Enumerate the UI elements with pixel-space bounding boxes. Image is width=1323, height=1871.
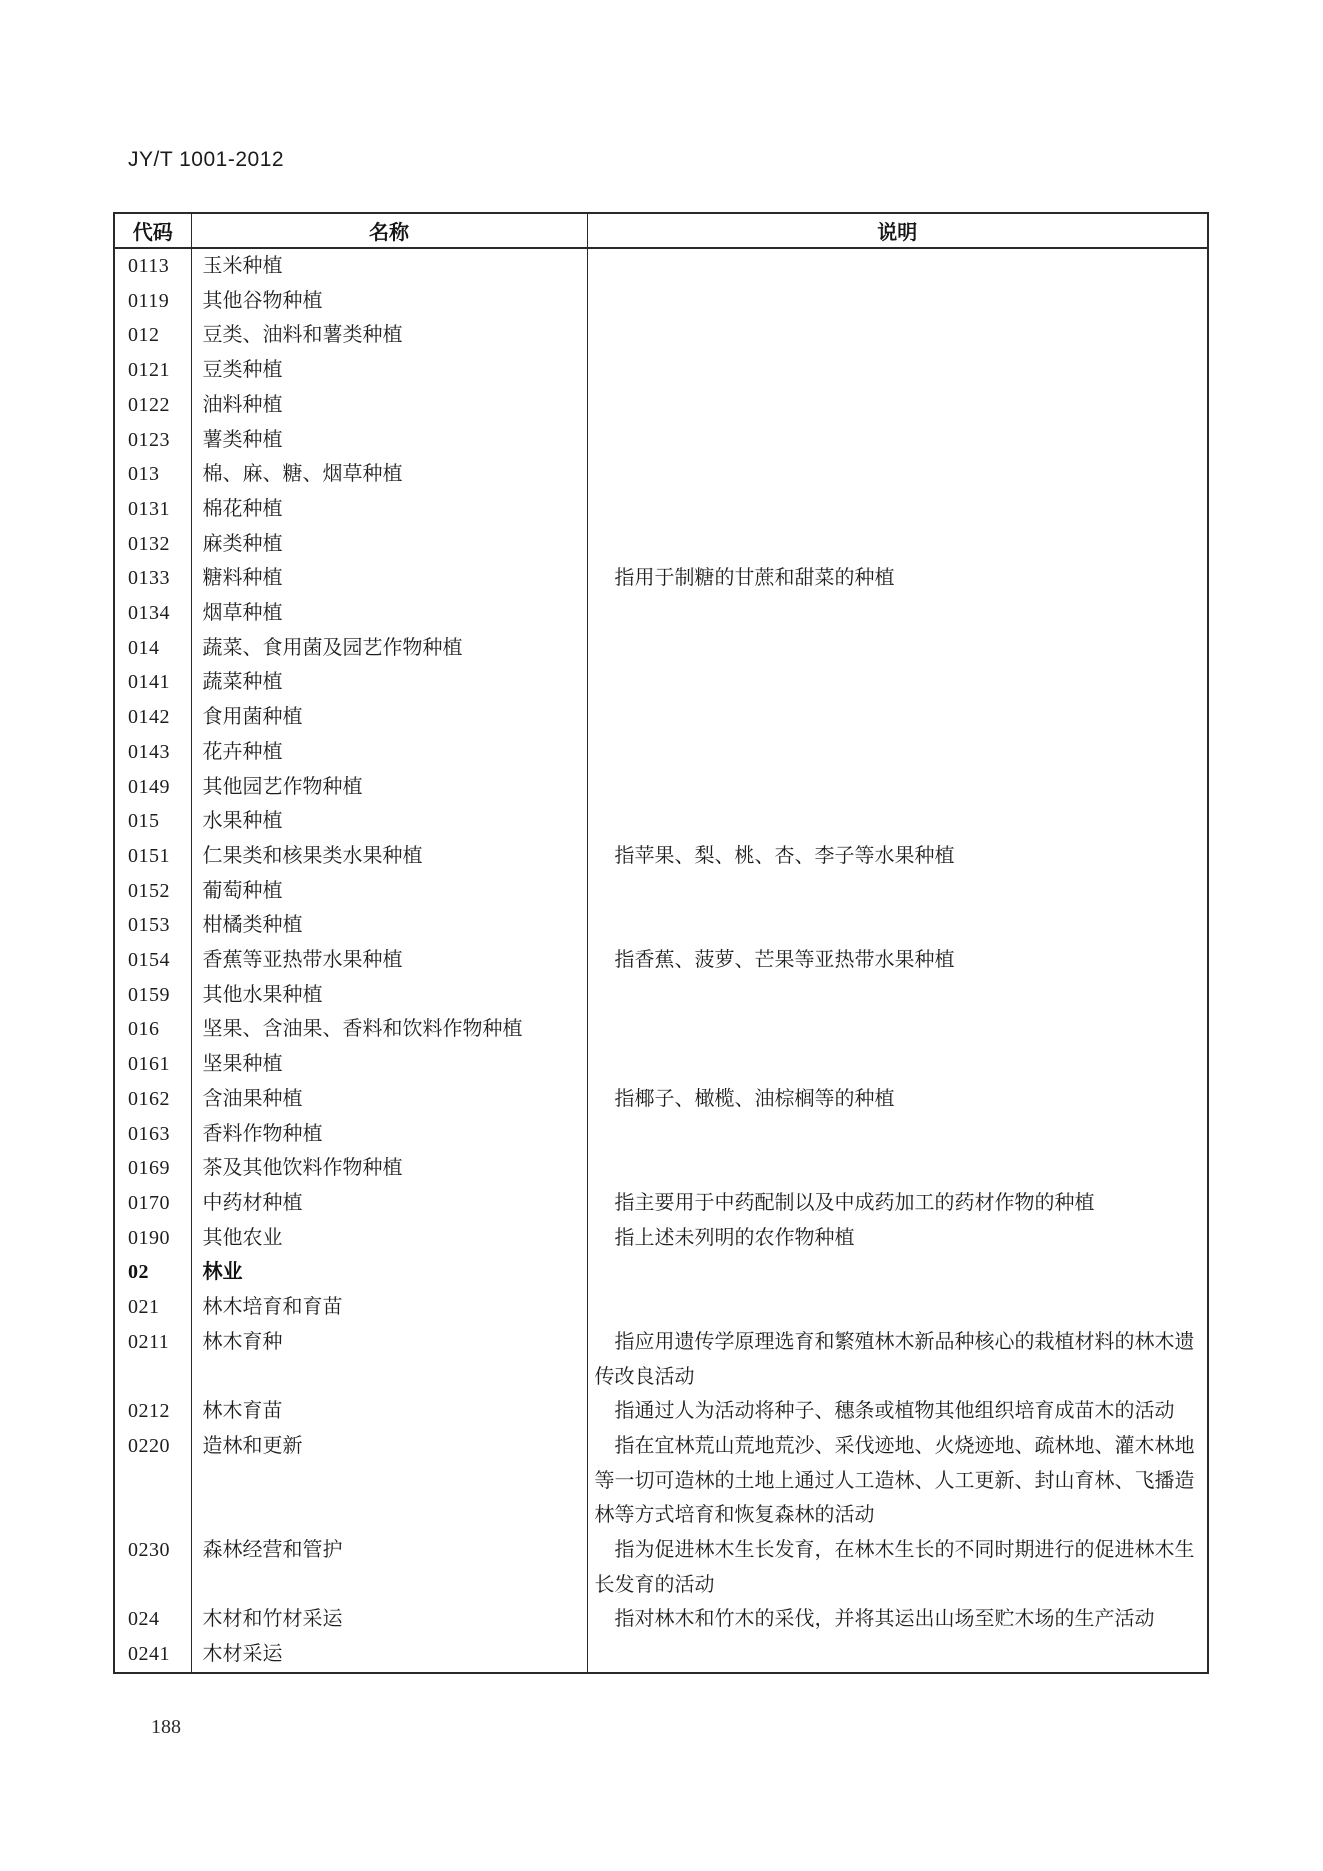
row-name: 坚果种植 bbox=[191, 1047, 587, 1082]
classification-table bbox=[113, 212, 1209, 1674]
row-code: 024 bbox=[114, 1602, 191, 1637]
row-code: 012 bbox=[114, 318, 191, 353]
row-description-text: 指在宜林荒山荒地荒沙、采伐迹地、火烧迹地、疏林地、灌木林地等一切可造林的土地上通过人工造林、人工更新、封山育林、飞播造林等方式培育和恢复森林的活动 bbox=[594, 1434, 1195, 1527]
row-code: 0149 bbox=[114, 770, 191, 805]
row-description bbox=[587, 839, 1208, 874]
row-name: 麻类种植 bbox=[191, 527, 587, 562]
row-name: 其他水果种植 bbox=[191, 978, 587, 1013]
row-description bbox=[587, 1325, 1208, 1394]
row-name: 水果种植 bbox=[191, 804, 587, 839]
table-row bbox=[114, 1429, 1208, 1533]
row-description bbox=[587, 1429, 1208, 1533]
table-row bbox=[114, 874, 1208, 909]
row-name: 油料种植 bbox=[191, 388, 587, 423]
row-code: 0211 bbox=[114, 1325, 191, 1394]
row-name: 香料作物种植 bbox=[191, 1117, 587, 1152]
row-description-text: 指椰子、橄榄、油棕榈等的种植 bbox=[614, 1087, 895, 1110]
row-description bbox=[587, 457, 1208, 492]
row-code: 0133 bbox=[114, 561, 191, 596]
row-description-text: 指香蕉、菠萝、芒果等亚热带水果种植 bbox=[614, 949, 955, 972]
row-description bbox=[587, 978, 1208, 1013]
table-row bbox=[114, 1221, 1208, 1256]
row-description bbox=[587, 1186, 1208, 1221]
row-code: 0122 bbox=[114, 388, 191, 423]
row-code: 0190 bbox=[114, 1221, 191, 1256]
row-name: 蔬菜、食用菌及园艺作物种植 bbox=[191, 631, 587, 666]
row-code: 0153 bbox=[114, 908, 191, 943]
row-description bbox=[587, 423, 1208, 458]
table-row bbox=[114, 1047, 1208, 1082]
standard-number-header: JY/T 1001-2012 bbox=[128, 148, 285, 171]
row-code: 021 bbox=[114, 1290, 191, 1325]
row-code: 016 bbox=[114, 1012, 191, 1047]
table-row bbox=[114, 596, 1208, 631]
row-description-text: 指上述未列明的农作物种植 bbox=[614, 1226, 855, 1249]
row-code: 02 bbox=[114, 1255, 191, 1290]
row-code: 0159 bbox=[114, 978, 191, 1013]
row-description bbox=[587, 561, 1208, 596]
row-code: 0220 bbox=[114, 1429, 191, 1533]
row-description bbox=[587, 665, 1208, 700]
row-code: 0134 bbox=[114, 596, 191, 631]
table-row bbox=[114, 1082, 1208, 1117]
row-description bbox=[587, 943, 1208, 978]
column-header-description: 说明 bbox=[587, 213, 1208, 248]
row-name: 花卉种植 bbox=[191, 735, 587, 770]
row-code: 0154 bbox=[114, 943, 191, 978]
row-description bbox=[587, 1117, 1208, 1152]
row-description bbox=[587, 1602, 1208, 1637]
row-description bbox=[587, 700, 1208, 735]
table-row bbox=[114, 700, 1208, 735]
row-description bbox=[587, 527, 1208, 562]
row-name: 仁果类和核果类水果种植 bbox=[191, 839, 587, 874]
table-header-row bbox=[114, 213, 1208, 248]
row-description bbox=[587, 1637, 1208, 1673]
table-row bbox=[114, 978, 1208, 1013]
row-description bbox=[587, 874, 1208, 909]
row-description-text: 指应用遗传学原理选育和繁殖林木新品种核心的栽植材料的林木遗传改良活动 bbox=[594, 1330, 1195, 1388]
row-code: 0142 bbox=[114, 700, 191, 735]
page-number: 188 bbox=[151, 1716, 181, 1738]
table-row bbox=[114, 561, 1208, 596]
table-row bbox=[114, 1290, 1208, 1325]
row-name: 烟草种植 bbox=[191, 596, 587, 631]
row-name: 柑橘类种植 bbox=[191, 908, 587, 943]
row-description bbox=[587, 318, 1208, 353]
row-code: 0241 bbox=[114, 1637, 191, 1673]
row-code: 0212 bbox=[114, 1394, 191, 1429]
table-row bbox=[114, 1186, 1208, 1221]
table-row bbox=[114, 388, 1208, 423]
row-code: 0113 bbox=[114, 248, 191, 284]
table-row bbox=[114, 770, 1208, 805]
row-code: 0123 bbox=[114, 423, 191, 458]
table-body bbox=[114, 248, 1208, 1673]
row-name: 林木育种 bbox=[191, 1325, 587, 1394]
row-description bbox=[587, 1012, 1208, 1047]
row-name: 食用菌种植 bbox=[191, 700, 587, 735]
row-code: 0162 bbox=[114, 1082, 191, 1117]
row-code: 0170 bbox=[114, 1186, 191, 1221]
row-code: 015 bbox=[114, 804, 191, 839]
row-name: 林木培育和育苗 bbox=[191, 1290, 587, 1325]
table-row bbox=[114, 248, 1208, 284]
row-name: 其他农业 bbox=[191, 1221, 587, 1256]
row-code: 0131 bbox=[114, 492, 191, 527]
table-row bbox=[114, 1117, 1208, 1152]
table-row bbox=[114, 284, 1208, 319]
table-row bbox=[114, 839, 1208, 874]
row-name: 茶及其他饮料作物种植 bbox=[191, 1151, 587, 1186]
row-code: 0132 bbox=[114, 527, 191, 562]
row-description-text: 指通过人为活动将种子、穗条或植物其他组织培育成苗木的活动 bbox=[614, 1400, 1175, 1423]
row-name: 玉米种植 bbox=[191, 248, 587, 284]
row-name: 木材采运 bbox=[191, 1637, 587, 1673]
row-description bbox=[587, 1221, 1208, 1256]
row-description-text: 指苹果、梨、桃、杏、李子等水果种植 bbox=[614, 844, 955, 867]
table-row bbox=[114, 1325, 1208, 1394]
row-description bbox=[587, 1394, 1208, 1429]
table-row bbox=[114, 804, 1208, 839]
row-description bbox=[587, 492, 1208, 527]
table-row bbox=[114, 735, 1208, 770]
row-description bbox=[587, 908, 1208, 943]
row-code: 0141 bbox=[114, 665, 191, 700]
row-code: 014 bbox=[114, 631, 191, 666]
row-name: 薯类种植 bbox=[191, 423, 587, 458]
row-description-text: 指为促进林木生长发育，在林木生长的不同时期进行的促进林木生长发育的活动 bbox=[594, 1539, 1195, 1596]
row-code: 0119 bbox=[114, 284, 191, 319]
row-name: 其他园艺作物种植 bbox=[191, 770, 587, 805]
row-code: 0152 bbox=[114, 874, 191, 909]
row-code: 0151 bbox=[114, 839, 191, 874]
row-description bbox=[587, 1290, 1208, 1325]
row-name: 木材和竹材采运 bbox=[191, 1602, 587, 1637]
table-row bbox=[114, 1151, 1208, 1186]
row-code: 0163 bbox=[114, 1117, 191, 1152]
table-row bbox=[114, 665, 1208, 700]
row-description bbox=[587, 1082, 1208, 1117]
table-row bbox=[114, 943, 1208, 978]
table-row bbox=[114, 1012, 1208, 1047]
table-row bbox=[114, 1637, 1208, 1673]
row-description-text: 指对林木和竹木的采伐，并将其运出山场至贮木场的生产活动 bbox=[614, 1608, 1155, 1631]
table-row bbox=[114, 423, 1208, 458]
row-code: 0169 bbox=[114, 1151, 191, 1186]
row-code: 0121 bbox=[114, 353, 191, 388]
row-name: 坚果、含油果、香料和饮料作物种植 bbox=[191, 1012, 587, 1047]
row-description bbox=[587, 1151, 1208, 1186]
row-name: 棉、麻、糖、烟草种植 bbox=[191, 457, 587, 492]
row-description bbox=[587, 388, 1208, 423]
row-name: 造林和更新 bbox=[191, 1429, 587, 1533]
row-name: 豆类种植 bbox=[191, 353, 587, 388]
row-name: 棉花种植 bbox=[191, 492, 587, 527]
table-row bbox=[114, 457, 1208, 492]
row-code: 013 bbox=[114, 457, 191, 492]
row-description bbox=[587, 596, 1208, 631]
row-name: 糖料种植 bbox=[191, 561, 587, 596]
row-name: 森林经营和管护 bbox=[191, 1533, 587, 1602]
row-name: 其他谷物种植 bbox=[191, 284, 587, 319]
row-code: 0143 bbox=[114, 735, 191, 770]
row-code: 0161 bbox=[114, 1047, 191, 1082]
row-name: 林业 bbox=[191, 1255, 587, 1290]
row-description bbox=[587, 353, 1208, 388]
table-row bbox=[114, 1255, 1208, 1290]
row-description-text: 指用于制糖的甘蔗和甜菜的种植 bbox=[614, 567, 895, 590]
table-row bbox=[114, 318, 1208, 353]
row-name: 中药材种植 bbox=[191, 1186, 587, 1221]
row-description-text: 指主要用于中药配制以及中成药加工的药材作物的种植 bbox=[614, 1191, 1095, 1214]
table-row bbox=[114, 631, 1208, 666]
row-description bbox=[587, 770, 1208, 805]
row-description bbox=[587, 1255, 1208, 1290]
row-code: 0230 bbox=[114, 1533, 191, 1602]
column-header-code: 代码 bbox=[114, 213, 191, 248]
row-name: 豆类、油料和薯类种植 bbox=[191, 318, 587, 353]
table-row bbox=[114, 1533, 1208, 1602]
table-row bbox=[114, 908, 1208, 943]
row-description bbox=[587, 284, 1208, 319]
table-row bbox=[114, 527, 1208, 562]
row-description bbox=[587, 1533, 1208, 1602]
table-row bbox=[114, 1602, 1208, 1637]
row-name: 香蕉等亚热带水果种植 bbox=[191, 943, 587, 978]
table-row bbox=[114, 1394, 1208, 1429]
table-row bbox=[114, 353, 1208, 388]
column-header-name: 名称 bbox=[191, 213, 587, 248]
table-row bbox=[114, 492, 1208, 527]
row-description bbox=[587, 631, 1208, 666]
row-name: 蔬菜种植 bbox=[191, 665, 587, 700]
row-name: 林木育苗 bbox=[191, 1394, 587, 1429]
row-description bbox=[587, 248, 1208, 284]
row-description bbox=[587, 1047, 1208, 1082]
row-description bbox=[587, 735, 1208, 770]
row-name: 葡萄种植 bbox=[191, 874, 587, 909]
row-description bbox=[587, 804, 1208, 839]
row-name: 含油果种植 bbox=[191, 1082, 587, 1117]
